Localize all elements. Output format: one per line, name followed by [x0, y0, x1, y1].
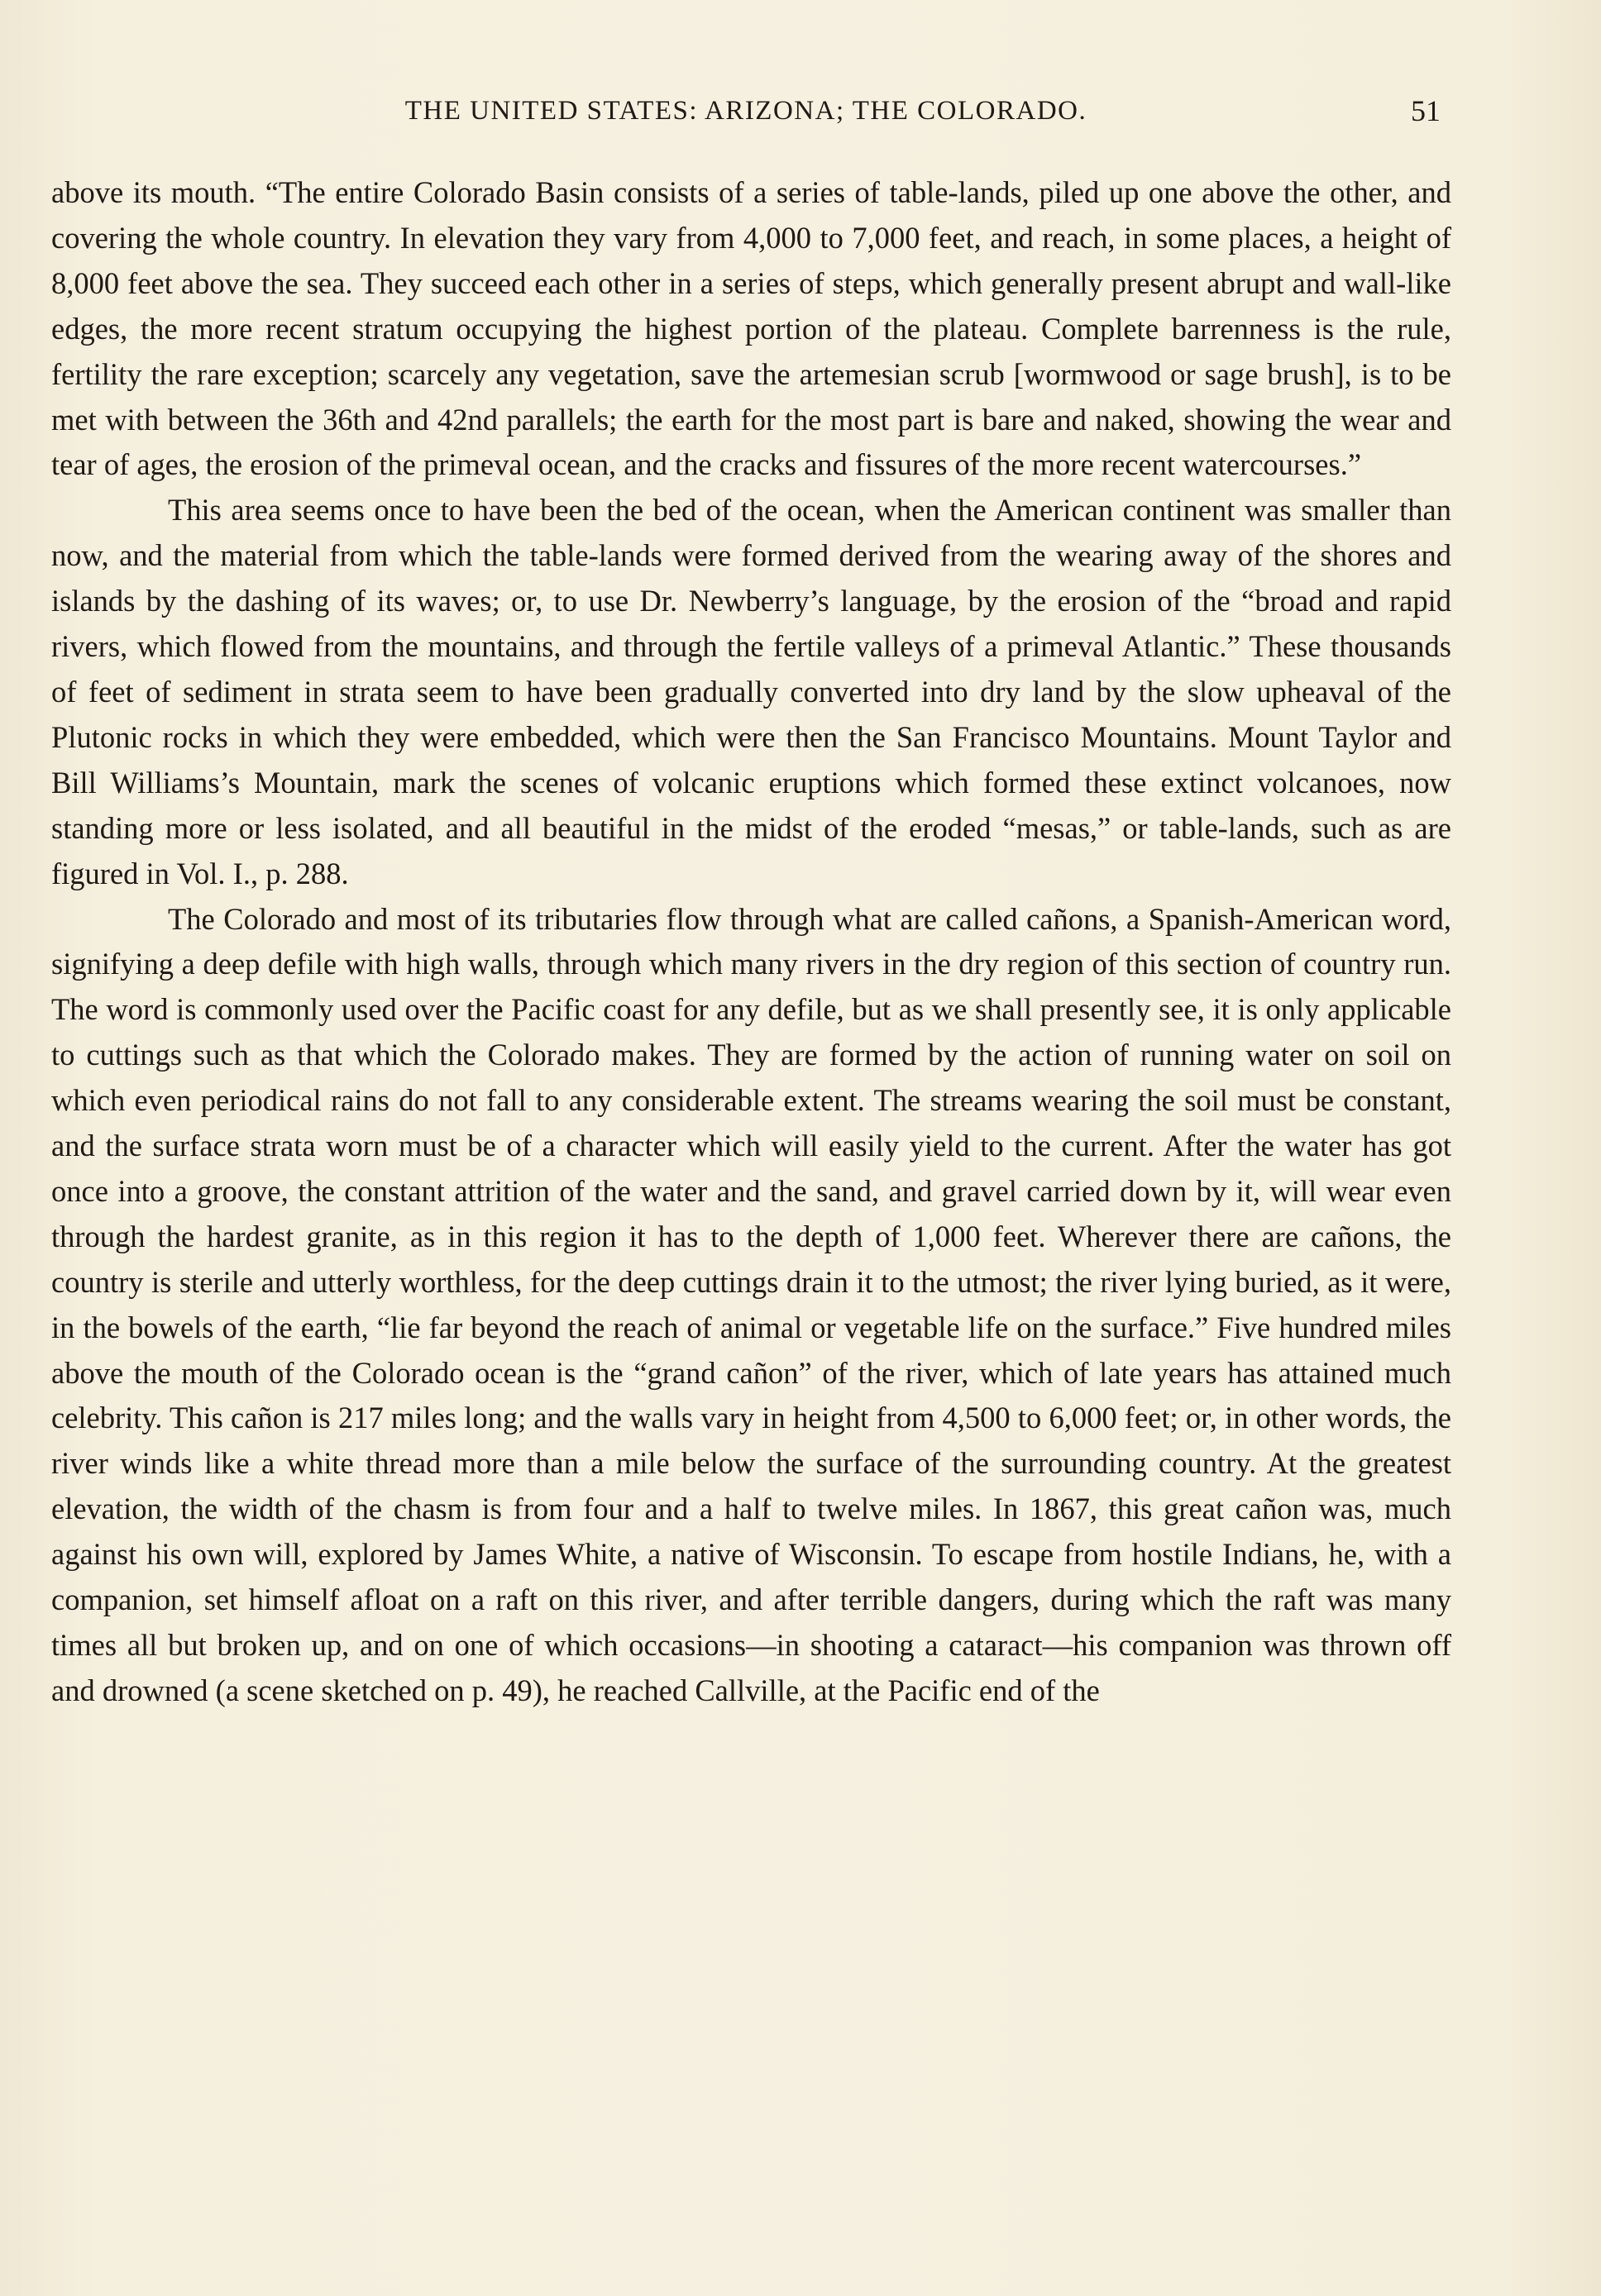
paragraph-continued: above its mouth. “The entire Colorado Basin consists of a series of table-lands, piled up one above the other, and covering the whole country. In elevation they vary from 4,000 to 7,000 feet, and reach, in some places, a height of 8,000 feet above the sea. They succeed each other in a series of steps, which generally present abrupt and wall-like edges, the more recent stratum occupying the highest portion of the plateau. Complete barrenness is the rule, fertility the rare exception; scarcely any vegetation, save the artemesian scrub [wormwood or sage brush], is to be met with between the 36th and 42nd parallels; the earth for the most part is bare and naked, showing the wear and tear of ages, the erosion of the primeval ocean, and the cracks and fissures of the more recent watercourses.” [51, 175, 1451, 482]
paragraph: The Colorado and most of its tributaries flow through what are called cañons, a Spanish-American word, signifying a deep defile with high walls, through which many rivers in the dry region of this section of country run. The word is commonly used over the Pacific coast for any defile, but as we shall presently see, it is only applicable to cuttings such as that which the Colorado makes. They are formed by the action of running water on soil on which even periodical rains do not fall to any considerable extent. The streams wearing the soil must be constant, and the surface strata worn must be of a character which will easily yield to the current. After the water has got once into a groove, the constant attrition of the water and the sand, and gravel carried down by it, will wear even through the hardest granite, as in this region it has to the depth of 1,000 feet. Wherever there are cañons, the country is sterile and utterly worthless, for the deep cuttings drain it to the utmost; the river lying buried, as it were, in the bowels of the earth, “lie far beyond the reach of animal or vegetable life on the surface.” Five hundred miles above the mouth of the Colorado ocean is the “grand cañon” of the river, which of late years has attained much celebrity. This cañon is 217 miles long; and the walls vary in height from 4,500 to 6,000 feet; or, in other words, the river winds like a white thread more than a mile below the surface of the surrounding country. At the greatest elevation, the width of the chasm is from four and a half to twelve miles. In 1867, this great cañon was, much against his own will, explored by James White, a native of Wisconsin. To escape from hostile Indians, he, with a companion, set himself afloat on a raft on this river, and after terrible dangers, during which the raft was many times all but broken up, and on one of which occasions—in shooting a cataract—his companion was thrown off and drowned (a scene sketched on p. 49), he reached Callville, at the Pacific end of the [51, 901, 1451, 1707]
running-title: THE UNITED STATES: ARIZONA; THE COLORADO. [404, 96, 1087, 126]
running-head [51, 86, 1441, 136]
body-text [51, 170, 1451, 1714]
page-number: 51 [1411, 94, 1441, 127]
paragraph: This area seems once to have been the bed of the ocean, when the American continent was smaller than now, and the material from which the table-lands were formed derived from the wearing away of the shores and islands by the dashing of its waves; or, to use Dr. Newberry’s language, by the erosion of the “broad and rapid rivers, which flowed from the mountains, and through the fertile valleys of a primeval Atlantic.” These thousands of feet of sediment in strata seem to have been gradually converted into dry land by the slow upheaval of the Plutonic rocks in which they were embedded, which were then the San Francisco Mountains. Mount Taylor and Bill Williams’s Mountain, mark the scenes of volcanic eruptions which formed these extinct volcanoes, now standing more or less isolated, and all beautiful in the midst of the eroded “mesas,” or table-lands, such as are figured in Vol. I., p. 288. [51, 493, 1451, 890]
